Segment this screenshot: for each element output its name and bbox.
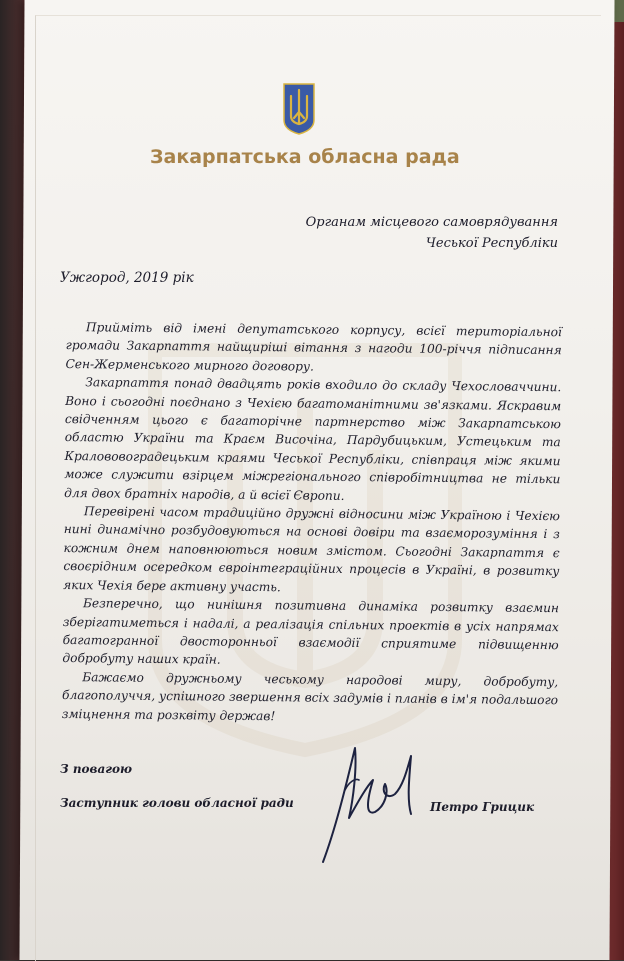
handwritten-signature (315, 730, 425, 870)
addressee-line-1: Органам місцевого самоврядування (305, 215, 558, 230)
addressee (306, 212, 558, 254)
paragraph: Перевірені часом традиційно дружні відносини між Україною і Чехією нині динамічно розбудовуються на основі довіри та взаєморозуміння і з кожним днем наповнюються новим змістом. Сьогодні Закарпаття є своєрідним осередком євроінтеграційних процесів в Україні, в розвитку яких Чехія бере активну участь. (63, 504, 561, 594)
council-name: Закарпатська обласна рада (150, 146, 460, 168)
paragraph: Бажаємо дружньому чеському народові миру, добробуту, благополуччя, успішного звершення всіх задумів і планів в ім'я подальшого зміцнення та розквіту держав! (61, 669, 559, 723)
signer-position: Заступник голови обласної ради (60, 796, 294, 810)
closing: З повагою (60, 762, 132, 776)
paragraph: Безперечно, що нинішня позитивна динаміка розвитку взаємин зберігатиметься і надалі, а реалізація спільних проектів в усіх напрямах багатогранної двосторонньої взаємодії сприятиме підвищенню добробуту наших країн. (62, 596, 560, 667)
signer-name: Петро Грицик (430, 800, 535, 814)
addressee-line-2: Чеської Республіки (425, 236, 558, 251)
paragraph: Прийміть від імені депутатського корпусу, всієї територіальної громади Закарпаття найщиріші вітання з нагоди 100-річчя підписання Сен-Жерменського мирного договору. (65, 320, 562, 374)
trident-coat-of-arms-icon (282, 82, 316, 136)
letter-body (62, 318, 562, 728)
paragraph: Закарпаття понад двадцять років входило до складу Чехословаччини. Воно і сьогодні поєднано з Чехією багатоманітними зв'язками. Яскравим свідченням цього є багаторічне партнерство між Закарпатською областю України та Краєм Височіна, Пардубицьким, Устецьким та Кралововоградецьким краями Чеської Республіки, співпраця між якими може служити взірцем міжрегіонального співробітництва не тільки для двох братніх народів, а й всієї Європи. (64, 375, 562, 503)
place-date: Ужгород, 2019 рік (60, 270, 194, 286)
